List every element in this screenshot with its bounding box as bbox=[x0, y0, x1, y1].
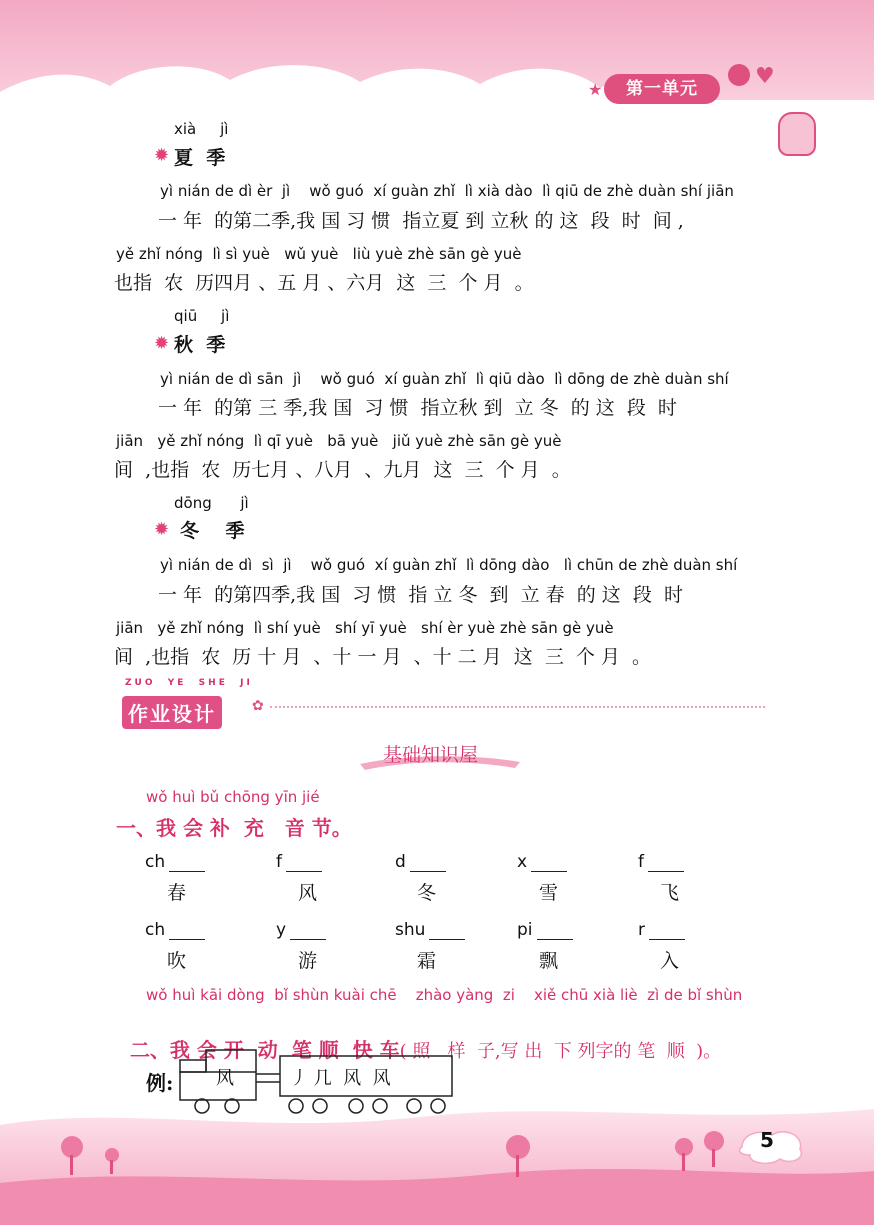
initial: ch bbox=[145, 920, 166, 940]
question1-pinyin: wǒ huì bǔ chōng yīn jié bbox=[146, 788, 320, 806]
line-pinyin: yì nián de dì èr jì wǒ guó xí guàn zhǐ lì xià dào lì qiū de zhè duàn shí jiān bbox=[160, 182, 734, 200]
balloon-icon bbox=[728, 64, 750, 86]
flower-bullet-icon: ✹ bbox=[154, 519, 170, 540]
example-label: 例: bbox=[146, 1071, 174, 1095]
dotted-divider bbox=[270, 706, 765, 708]
flower-bullet-icon: ✹ bbox=[154, 145, 170, 166]
pinyin-blank[interactable] bbox=[276, 920, 356, 973]
answer-line[interactable] bbox=[537, 925, 573, 940]
initial: y bbox=[276, 920, 287, 940]
initial: pi bbox=[517, 920, 533, 940]
question2-pinyin: wǒ huì kāi dòng bǐ shùn kuài chē zhào yàng zi xiě chū xià liè zì de bǐ shùn bbox=[146, 986, 743, 1004]
answer-line[interactable] bbox=[531, 857, 567, 872]
initial: r bbox=[638, 920, 645, 940]
initial: f bbox=[276, 852, 282, 872]
line-pinyin: yě zhǐ nóng lì sì yuè wǔ yuè liù yuè zhè sān gè yuè bbox=[116, 245, 522, 263]
heading-winter: 冬 季 bbox=[180, 520, 245, 542]
homework-banner-pinyin: ZUO YE SHE JI bbox=[125, 678, 253, 688]
character: 飘 bbox=[539, 950, 559, 972]
example-character: 风 bbox=[216, 1068, 234, 1089]
question2-title-main: 二、我 会 开 动 笔 顺 快 车 bbox=[129, 1038, 400, 1062]
line-text: 一 年 的第四季,我 国 习 惯 指 立 冬 到 立 春 的 这 段 时 bbox=[158, 584, 683, 606]
character: 吹 bbox=[167, 950, 187, 972]
answer-line[interactable] bbox=[286, 857, 322, 872]
line-text: 一 年 的第二季,我 国 习 惯 指立夏 到 立秋 的 这 段 时 间 , bbox=[158, 210, 684, 232]
pinyin-blank[interactable] bbox=[517, 852, 597, 905]
heading-pinyin-autumn: qiū jì bbox=[174, 307, 230, 325]
heading-pinyin-summer: xià jì bbox=[174, 120, 229, 138]
initial: ch bbox=[145, 852, 166, 872]
heading-summer: 夏 季 bbox=[174, 147, 226, 169]
question1-title: 一、我 会 补 充 音 节。 bbox=[116, 816, 352, 840]
line-pinyin: jiān yě zhǐ nóng lì shí yuè shí yī yuè shí èr yuè zhè sān gè yuè bbox=[116, 619, 614, 637]
answer-line[interactable] bbox=[429, 925, 465, 940]
character: 飞 bbox=[660, 882, 680, 904]
line-pinyin: jiān yě zhǐ nóng lì qī yuè bā yuè jiǔ yuè zhè sān gè yuè bbox=[116, 432, 562, 450]
unit-badge: 第一单元 bbox=[604, 74, 720, 104]
character: 霜 bbox=[417, 950, 437, 972]
character: 冬 bbox=[417, 882, 437, 904]
pinyin-blank[interactable] bbox=[276, 852, 356, 905]
subsection-title: 基础知识屋 bbox=[383, 744, 479, 766]
initial: d bbox=[395, 852, 406, 872]
line-text: 也指 农 历四月 、五 月 、六月 这 三 个 月 。 bbox=[114, 272, 534, 294]
answer-line[interactable] bbox=[648, 857, 684, 872]
line-text: 间 ,也指 农 历 十 月 、十 一 月 、十 二 月 这 三 个 月 。 bbox=[114, 646, 652, 668]
heading-pinyin-winter: dōng jì bbox=[174, 494, 249, 512]
flower-icon: ✿ bbox=[252, 698, 264, 714]
answer-line[interactable] bbox=[649, 925, 685, 940]
footer-cloud-banner bbox=[0, 1095, 874, 1225]
flower-bullet-icon: ✹ bbox=[154, 333, 170, 354]
answer-line[interactable] bbox=[169, 857, 205, 872]
line-text: 一 年 的第 三 季,我 国 习 惯 指立秋 到 立 冬 的 这 段 时 bbox=[158, 397, 677, 419]
answer-line[interactable] bbox=[410, 857, 446, 872]
star-icon: ★ bbox=[588, 80, 603, 99]
line-pinyin: yì nián de dì sì jì wǒ guó xí guàn zhǐ lì dōng dào lì chūn de zhè duàn shí bbox=[160, 556, 738, 574]
character: 游 bbox=[298, 950, 318, 972]
pinyin-blank[interactable] bbox=[517, 920, 597, 973]
page-number: 5 bbox=[760, 1128, 774, 1152]
pinyin-blank[interactable] bbox=[638, 852, 718, 905]
line-text: 间 ,也指 农 历七月 、八月 、九月 这 三 个 月 。 bbox=[114, 459, 571, 481]
initial: shu bbox=[395, 920, 426, 940]
initial: x bbox=[517, 852, 528, 872]
character: 雪 bbox=[539, 882, 559, 904]
pinyin-blank[interactable] bbox=[145, 920, 225, 973]
line-pinyin: yì nián de dì sān jì wǒ guó xí guàn zhǐ lì qiū dào lì dōng de zhè duàn shí bbox=[160, 370, 729, 388]
heart-icon: ♥ bbox=[755, 64, 775, 89]
homework-banner-title: 作业设计 bbox=[122, 696, 222, 729]
bunny-mascot-icon bbox=[778, 112, 816, 156]
character: 春 bbox=[167, 882, 187, 904]
pinyin-blank[interactable] bbox=[638, 920, 718, 973]
example-strokes: 丿 几 风 风 bbox=[290, 1068, 391, 1089]
heading-autumn: 秋 季 bbox=[174, 334, 226, 356]
answer-line[interactable] bbox=[290, 925, 326, 940]
question2-note: ( 照 样 子,写 出 下 列字的 笔 顺 )。 bbox=[399, 1041, 722, 1062]
character: 入 bbox=[660, 950, 680, 972]
pinyin-blank[interactable] bbox=[395, 920, 485, 973]
answer-line[interactable] bbox=[169, 925, 205, 940]
character: 风 bbox=[298, 882, 318, 904]
pinyin-blank[interactable] bbox=[395, 852, 475, 905]
initial: f bbox=[638, 852, 644, 872]
pinyin-blank[interactable] bbox=[145, 852, 225, 905]
